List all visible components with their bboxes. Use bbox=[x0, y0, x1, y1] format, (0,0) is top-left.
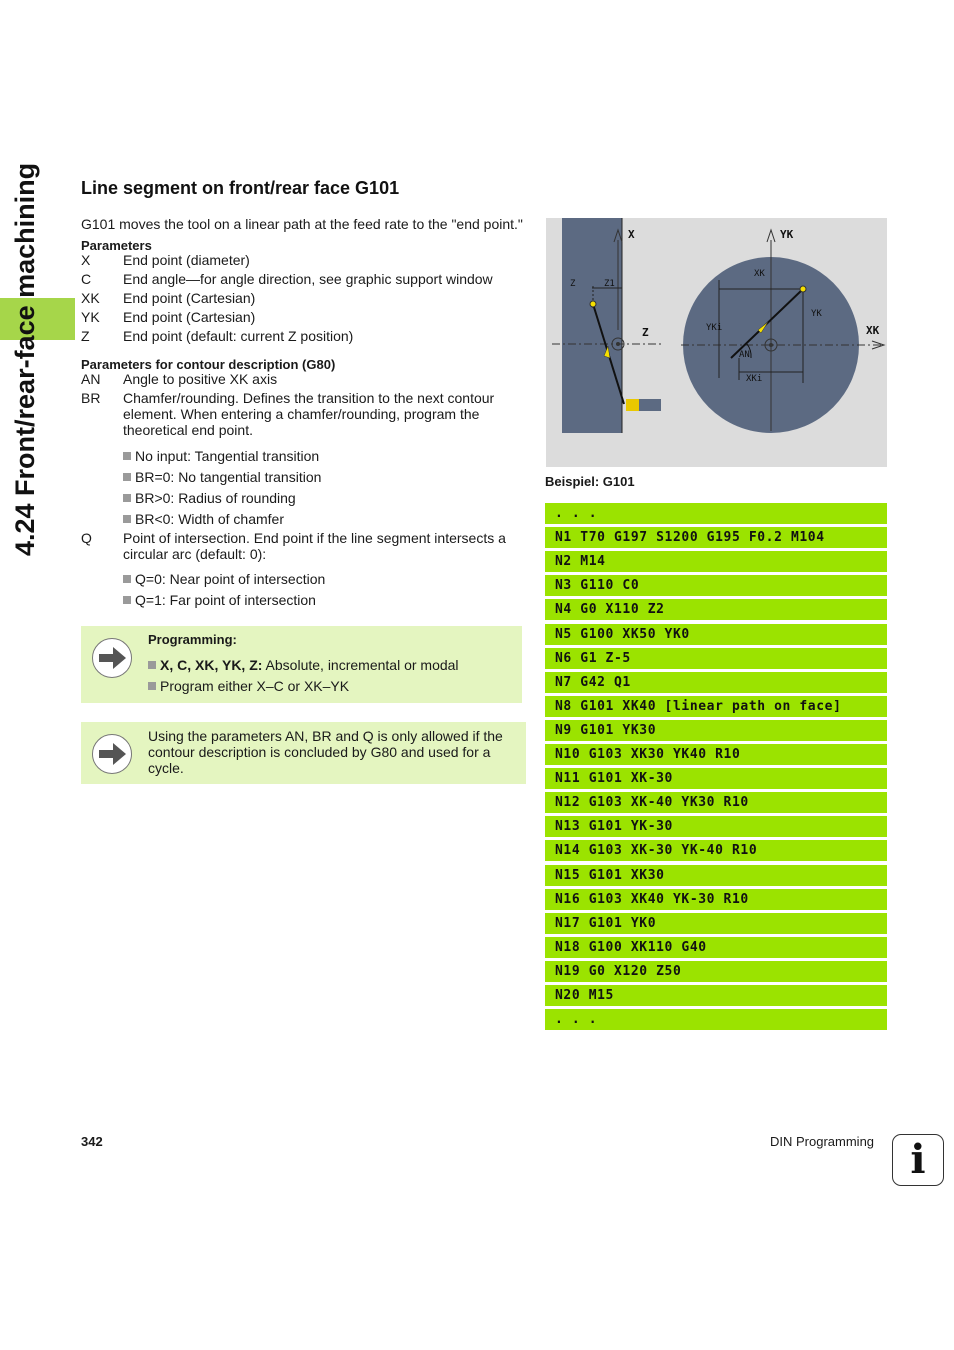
code-line-text: . . . bbox=[555, 506, 598, 521]
code-line-text: N8 G101 XK40 [linear path on face] bbox=[555, 698, 842, 714]
code-line bbox=[545, 551, 887, 572]
arrow-right-icon bbox=[92, 734, 132, 774]
code-line-text: N5 G100 XK50 YK0 bbox=[555, 626, 690, 642]
code-line bbox=[545, 720, 887, 741]
note-title: Programming: bbox=[148, 632, 237, 647]
param-key: YK bbox=[81, 309, 100, 325]
q-bullet: Q=1: Far point of intersection bbox=[123, 592, 316, 608]
code-line-text: . . . bbox=[555, 1012, 598, 1028]
code-line-text: N16 G103 XK40 YK-30 R10 bbox=[555, 891, 749, 907]
param-desc: End point (diameter) bbox=[123, 252, 250, 268]
footer-text: DIN Programming bbox=[770, 1134, 875, 1149]
code-line-text: N18 G100 XK110 G40 bbox=[555, 939, 707, 955]
code-line-text: N2 M14 bbox=[555, 554, 606, 570]
svg-text:YK: YK bbox=[811, 309, 822, 319]
code-line-text: N12 G103 XK-40 YK30 R10 bbox=[555, 795, 749, 811]
code-line-text: N4 G0 X110 Z2 bbox=[555, 602, 665, 618]
param-key: X bbox=[81, 252, 91, 268]
g101-diagram bbox=[546, 218, 887, 467]
note-line: contour description is concluded by G80 and used for a bbox=[148, 744, 491, 760]
br-bullet: BR>0: Radius of rounding bbox=[123, 490, 296, 506]
param-desc-br-1: Chamfer/rounding. Defines the transition to the next contour bbox=[123, 390, 495, 406]
code-line-text: N3 G110 C0 bbox=[555, 578, 640, 594]
svg-text:Z: Z bbox=[570, 279, 576, 289]
code-line bbox=[545, 840, 887, 861]
code-line-text: N15 G101 XK30 bbox=[555, 867, 665, 883]
code-line-text: N7 G42 Q1 bbox=[555, 674, 631, 690]
svg-text:YKi: YKi bbox=[706, 323, 723, 333]
code-line-text: N20 M15 bbox=[555, 988, 614, 1003]
code-line bbox=[545, 599, 887, 620]
br-bullet: BR=0: No tangential transition bbox=[123, 469, 321, 485]
param-key: Z bbox=[81, 328, 90, 344]
code-line bbox=[545, 575, 887, 596]
note-bullet: Program either X–C or XK–YK bbox=[148, 678, 349, 694]
code-line bbox=[545, 1009, 887, 1030]
code-line bbox=[545, 865, 887, 886]
code-line bbox=[545, 648, 887, 669]
note-line: Using the parameters AN, BR and Q is only allowed if the bbox=[148, 728, 503, 744]
param-desc-br-3: theoretical end point. bbox=[123, 422, 253, 438]
parameters-heading: Parameters bbox=[81, 238, 152, 253]
figure-caption: Beispiel: G101 bbox=[545, 474, 635, 489]
q-bullet: Q=0: Near point of intersection bbox=[123, 571, 325, 587]
code-line bbox=[545, 768, 887, 789]
br-bullet: BR<0: Width of chamfer bbox=[123, 511, 284, 527]
br-bullet: No input: Tangential transition bbox=[123, 448, 319, 464]
code-line bbox=[545, 792, 887, 813]
info-icon: i bbox=[892, 1134, 944, 1186]
param-key-q: Q bbox=[81, 530, 92, 546]
svg-text:YK: YK bbox=[780, 228, 794, 241]
code-line-text: N17 G101 YK0 bbox=[555, 915, 657, 931]
programming-note bbox=[81, 626, 522, 703]
code-line bbox=[545, 937, 887, 958]
code-line bbox=[545, 816, 887, 837]
code-line-text: N19 G0 X120 Z50 bbox=[555, 963, 682, 979]
svg-text:Z1: Z1 bbox=[604, 279, 615, 289]
param-key: XK bbox=[81, 290, 100, 306]
g101-figure bbox=[546, 218, 887, 467]
svg-text:Z: Z bbox=[642, 326, 649, 339]
svg-text:X: X bbox=[628, 228, 635, 241]
param-desc-q-2: circular arc (default: 0): bbox=[123, 546, 267, 562]
code-line bbox=[545, 985, 887, 1006]
svg-text:XK: XK bbox=[866, 324, 880, 337]
contour-parameters-heading: Parameters for contour description (G80) bbox=[81, 357, 336, 372]
code-line-text: N14 G103 XK-30 YK-40 R10 bbox=[555, 843, 758, 859]
g80-note bbox=[81, 722, 526, 784]
arrow-right-icon bbox=[92, 638, 132, 678]
svg-text:XK: XK bbox=[754, 269, 765, 279]
note-bullet: X, C, XK, YK, Z: Absolute, incremental or modal bbox=[148, 657, 459, 673]
code-line bbox=[545, 744, 887, 765]
param-key-br: BR bbox=[81, 390, 101, 406]
code-line-text: N11 G101 XK-30 bbox=[555, 771, 673, 787]
code-line-text: N1 T70 G197 S1200 G195 F0.2 M104 bbox=[555, 530, 825, 546]
param-desc-an: Angle to positive XK axis bbox=[123, 371, 278, 387]
intro-text: G101 moves the tool on a linear path at the feed rate to the "end point." bbox=[81, 216, 523, 232]
param-key: C bbox=[81, 271, 92, 287]
param-desc: End point (default: current Z position) bbox=[123, 328, 354, 344]
page-number: 342 bbox=[81, 1134, 103, 1149]
param-desc: End angle—for angle direction, see graphic support window bbox=[123, 271, 493, 287]
note-line: cycle. bbox=[148, 760, 184, 776]
section-title: Line segment on front/rear face G101 bbox=[81, 178, 400, 198]
code-line-text: N13 G101 YK-30 bbox=[555, 819, 673, 835]
code-line bbox=[545, 527, 887, 548]
code-line bbox=[545, 696, 887, 717]
code-line bbox=[545, 624, 887, 645]
code-line-text: N10 G103 XK30 YK40 R10 bbox=[555, 747, 741, 762]
param-desc: End point (Cartesian) bbox=[123, 309, 256, 325]
param-desc: End point (Cartesian) bbox=[123, 290, 256, 306]
code-line bbox=[545, 961, 887, 982]
svg-text:XKi: XKi bbox=[746, 374, 763, 384]
code-line-text: N9 G101 YK30 bbox=[555, 722, 657, 738]
code-line bbox=[545, 889, 887, 910]
param-desc-q-1: Point of intersection. End point if the line segment intersects a bbox=[123, 530, 506, 546]
param-desc-br-2: element. When entering a chamfer/rounding, program the bbox=[123, 406, 480, 422]
chapter-title: 4.24 Front/rear-face machining bbox=[10, 162, 40, 556]
code-line bbox=[545, 913, 887, 934]
code-line bbox=[545, 503, 887, 524]
param-key-an: AN bbox=[81, 371, 101, 387]
code-line-text: N6 G1 Z-5 bbox=[555, 650, 631, 666]
code-line bbox=[545, 672, 887, 693]
svg-text:AN: AN bbox=[739, 350, 750, 360]
